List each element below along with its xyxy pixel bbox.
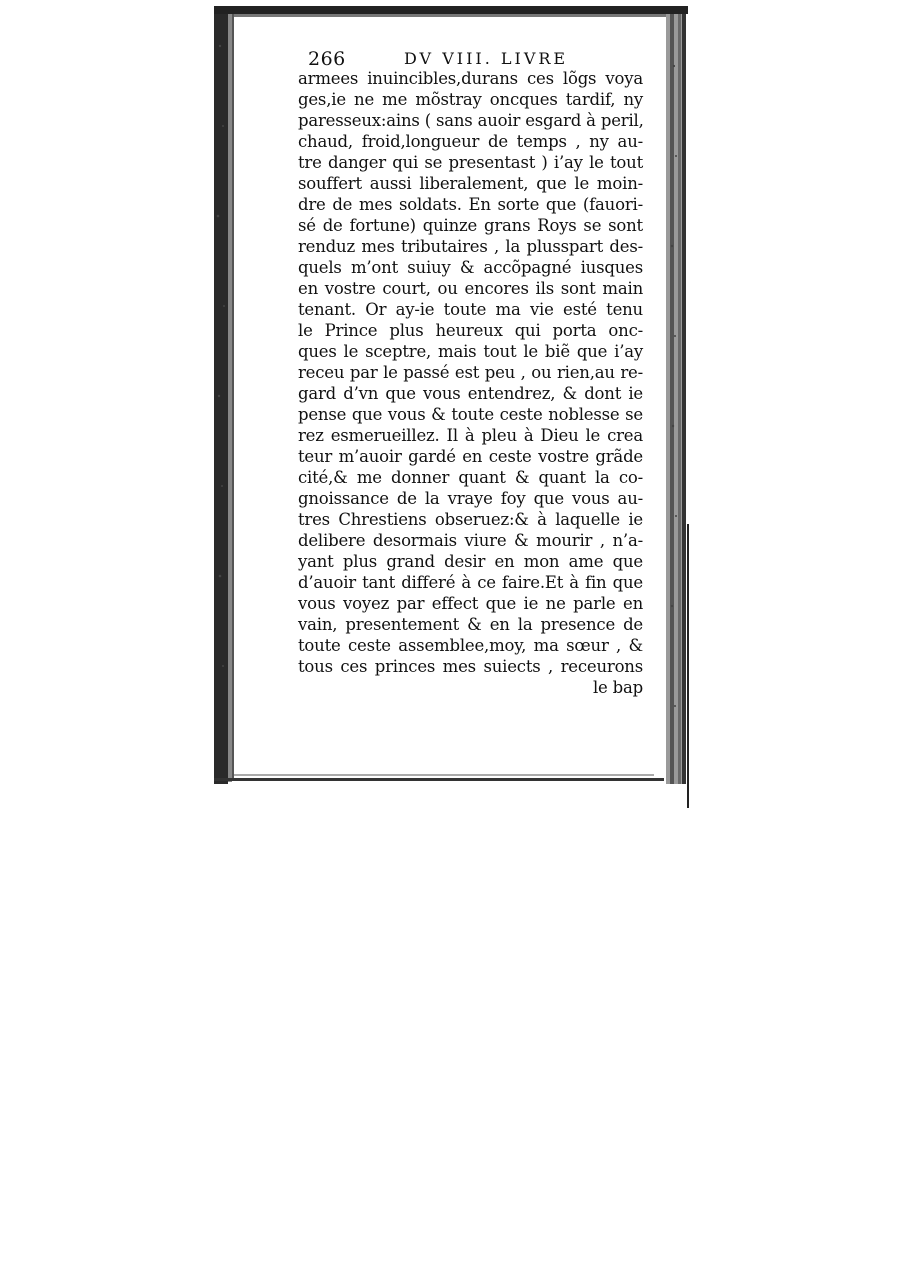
text-line: dre de mes soldats. En sorte que (fauori- (298, 195, 643, 214)
text-line: vain, presentement & en la presence de (298, 615, 643, 634)
text-line: pense que vous & toute ceste noblesse se (298, 405, 643, 424)
text-line: receu par le passé est peu , ou rien,au re- (298, 363, 643, 382)
text-line: tenant. Or ay-ie toute ma vie esté tenu (298, 300, 643, 319)
text-line: teur m’auoir gardé en ceste vostre grãde (298, 447, 643, 466)
text-line: ges,ie ne me mõstray oncques tardif, ny (298, 90, 643, 109)
text-line: le Prince plus heureux qui porta onc- (298, 321, 643, 340)
book-page (298, 40, 658, 740)
page-number: 266 (308, 48, 346, 70)
text-line: tre danger qui se presentast ) i’ay le tout (298, 153, 643, 172)
text-line: d’auoir tant differé à ce faire.Et à fin que (298, 573, 643, 592)
text-line: souffert aussi liberalement, que le moin- (298, 174, 643, 193)
catchword: le bap (592, 678, 643, 697)
text-line: renduz mes tributaires , la plusspart des- (298, 237, 643, 256)
text-line: paresseux:ains ( sans auoir esgard à peril, (298, 111, 644, 130)
text-line: sé de fortune) quinze grans Roys se sont (298, 216, 643, 235)
text-line: rez esmerueillez. Il à pleu à Dieu le crea (298, 426, 643, 445)
text-line: tous ces princes mes suiects , receurons (298, 657, 643, 676)
text-line: toute ceste assemblee,moy, ma sœur , & (298, 636, 643, 655)
text-line: vous voyez par effect que ie ne parle en (298, 594, 643, 613)
text-line: delibere desormais viure & mourir , n’a- (298, 531, 643, 550)
text-line: quels m’ont suiuy & accõpagné iusques (298, 258, 643, 277)
text-line: armees inuincibles,durans ces lõgs voya (298, 69, 643, 88)
text-line: chaud, froid,longueur de temps , ny au- (298, 132, 643, 151)
body-text (298, 68, 643, 698)
text-line: tres Chrestiens obseruez:& à laquelle ie (298, 510, 643, 529)
text-line: gnoissance de la vraye foy que vous au- (298, 489, 643, 508)
text-line: gard d’vn que vous entendrez, & dont ie (298, 384, 643, 403)
text-line: cité,& me donner quant & quant la co- (298, 468, 643, 487)
page-edge-rule (687, 524, 689, 808)
text-line: en vostre court, ou encores ils sont main (298, 279, 643, 298)
text-line: yant plus grand desir en mon ame que (298, 552, 643, 571)
running-head: DV VIII. LIVRE (404, 49, 569, 68)
text-line: ques le sceptre, mais tout le biẽ que i’ay (298, 342, 643, 361)
